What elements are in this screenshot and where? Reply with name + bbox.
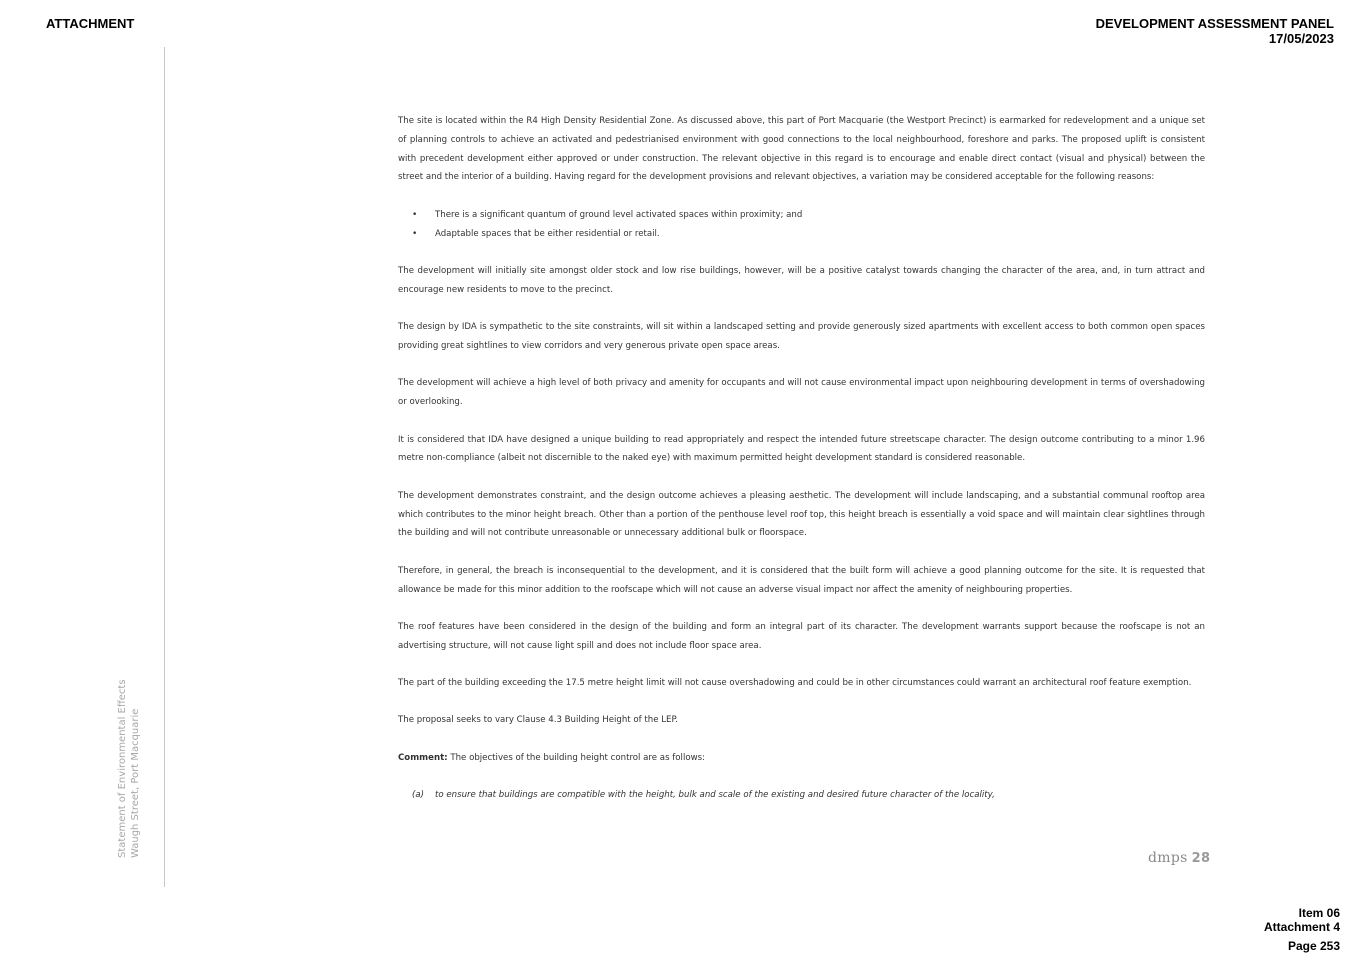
page-number: Page 253 <box>1287 939 1340 953</box>
margin-divider <box>164 47 165 887</box>
item-footer <box>1264 907 1340 934</box>
panel-title: DEVELOPMENT ASSESSMENT PANEL <box>1095 16 1334 31</box>
paragraph-10: The proposal seeks to vary Clause 4.3 Building Height of the LEP. <box>398 715 679 726</box>
objective-clause <box>398 786 1205 805</box>
sidebar-caption <box>116 679 142 858</box>
paragraph-8: The roof features have been considered in the design of the building and form an integral part of its character. The development warrants support because the roofscape is not an advertising structure, will not cause light spill and does not include floor space area. <box>398 621 1205 651</box>
paragraph-9: The part of the building exceeding the 17.5 metre height limit will not cause overshadowing and could be in other circumstances could warrant an architectural roof feature exemption. <box>398 678 1192 689</box>
comment-paragraph <box>398 749 1205 768</box>
document-page-number: 28 <box>1191 851 1211 866</box>
attachment-label: ATTACHMENT <box>46 16 135 31</box>
panel-header <box>1096 16 1334 46</box>
logo-text: dmps <box>1148 850 1188 866</box>
comment-text: The objectives of the building height control are as follows: <box>447 752 705 763</box>
comment-label: Comment: <box>398 752 448 763</box>
clause-text: to ensure that buildings are compatible with the height, bulk and scale of the existing and desired future character of the locality, <box>435 790 995 801</box>
attachment-number: Attachment 4 <box>1263 919 1340 934</box>
reasons-list <box>398 206 1205 244</box>
list-item: • There is a significant quantum of ground level activated spaces within proximity; and <box>398 206 1205 225</box>
paragraph-4: The development will achieve a high level of both privacy and amenity for occupants and will not cause environmental impact upon neighbouring development in terms of overshadowing or overlooking. <box>398 378 1205 408</box>
paragraph-3: The design by IDA is sympathetic to the site constraints, will sit within a landscaped setting and provide generously sized apartments with excellent access to both common open spaces providing great sightlines to view corridors and very generous private open space areas. <box>398 322 1205 351</box>
paragraph-2: The development will initially site amongst older stock and low rise buildings, however, will be a positive catalyst towards changing the character of the area, and, in turn attract and encourage new residents to move to the precinct. <box>398 265 1205 295</box>
paragraph-5: It is considered that IDA have designed a unique building to read appropriately and respect the intended future streetscape character. The design outcome contributing to a minor 1.96 metre non-compliance (albeit not discernible to the naked eye) with maximum permitted height development standard is considered reasonable. <box>398 434 1205 464</box>
paragraph-7: Therefore, in general, the breach is inconsequential to the development, and it is considered that the built form will achieve a good planning outcome for the site. It is requested that allowance be made for this minor addition to the roofscape which will not cause an adverse visual impact nor affect the amenity of neighbouring properties. <box>398 565 1205 595</box>
sidebar-caption-line1: Statement of Environmental Effects <box>117 679 128 858</box>
dmps-logo <box>1148 850 1210 866</box>
list-item: • Adaptable spaces that be either residential or retail. <box>398 225 1205 244</box>
clause-number: (a) <box>412 790 424 801</box>
panel-date: 17/05/2023 <box>1268 31 1334 46</box>
paragraph-1: The site is located within the R4 High Density Residential Zone. As discussed above, this part of Port Macquarie (the Westport Precinct) is earmarked for redevelopment and a unique set of planning controls to achieve an activated and pedestrianised environment with good connections to the local neighbourhood, foreshore and parks. The proposed uplift is consistent with precedent development either approved or under construction. The relevant objective in this regard is to encourage and enable direct contact (visual and physical) between the street and the interior of a building. Having regard for the development provisions and relevant objectives, a variation may be considered acceptable for the following reasons: <box>398 116 1205 183</box>
paragraph-6: The development demonstrates constraint, and the design outcome achieves a pleasing aesthetic. The development will include landscaping, and a substantial communal rooftop area which contributes to the minor height breach. Other than a portion of the penthouse level roof top, this height breach is essentially a void space and will maintain clear sightlines through the building and will not contribute unreasonable or unnecessary additional bulk or floorspace. <box>398 490 1205 539</box>
item-number: Item 06 <box>1298 906 1340 920</box>
sidebar-caption-line2: Waugh Street, Port Macquarie <box>130 708 141 858</box>
document-body <box>398 112 1205 805</box>
